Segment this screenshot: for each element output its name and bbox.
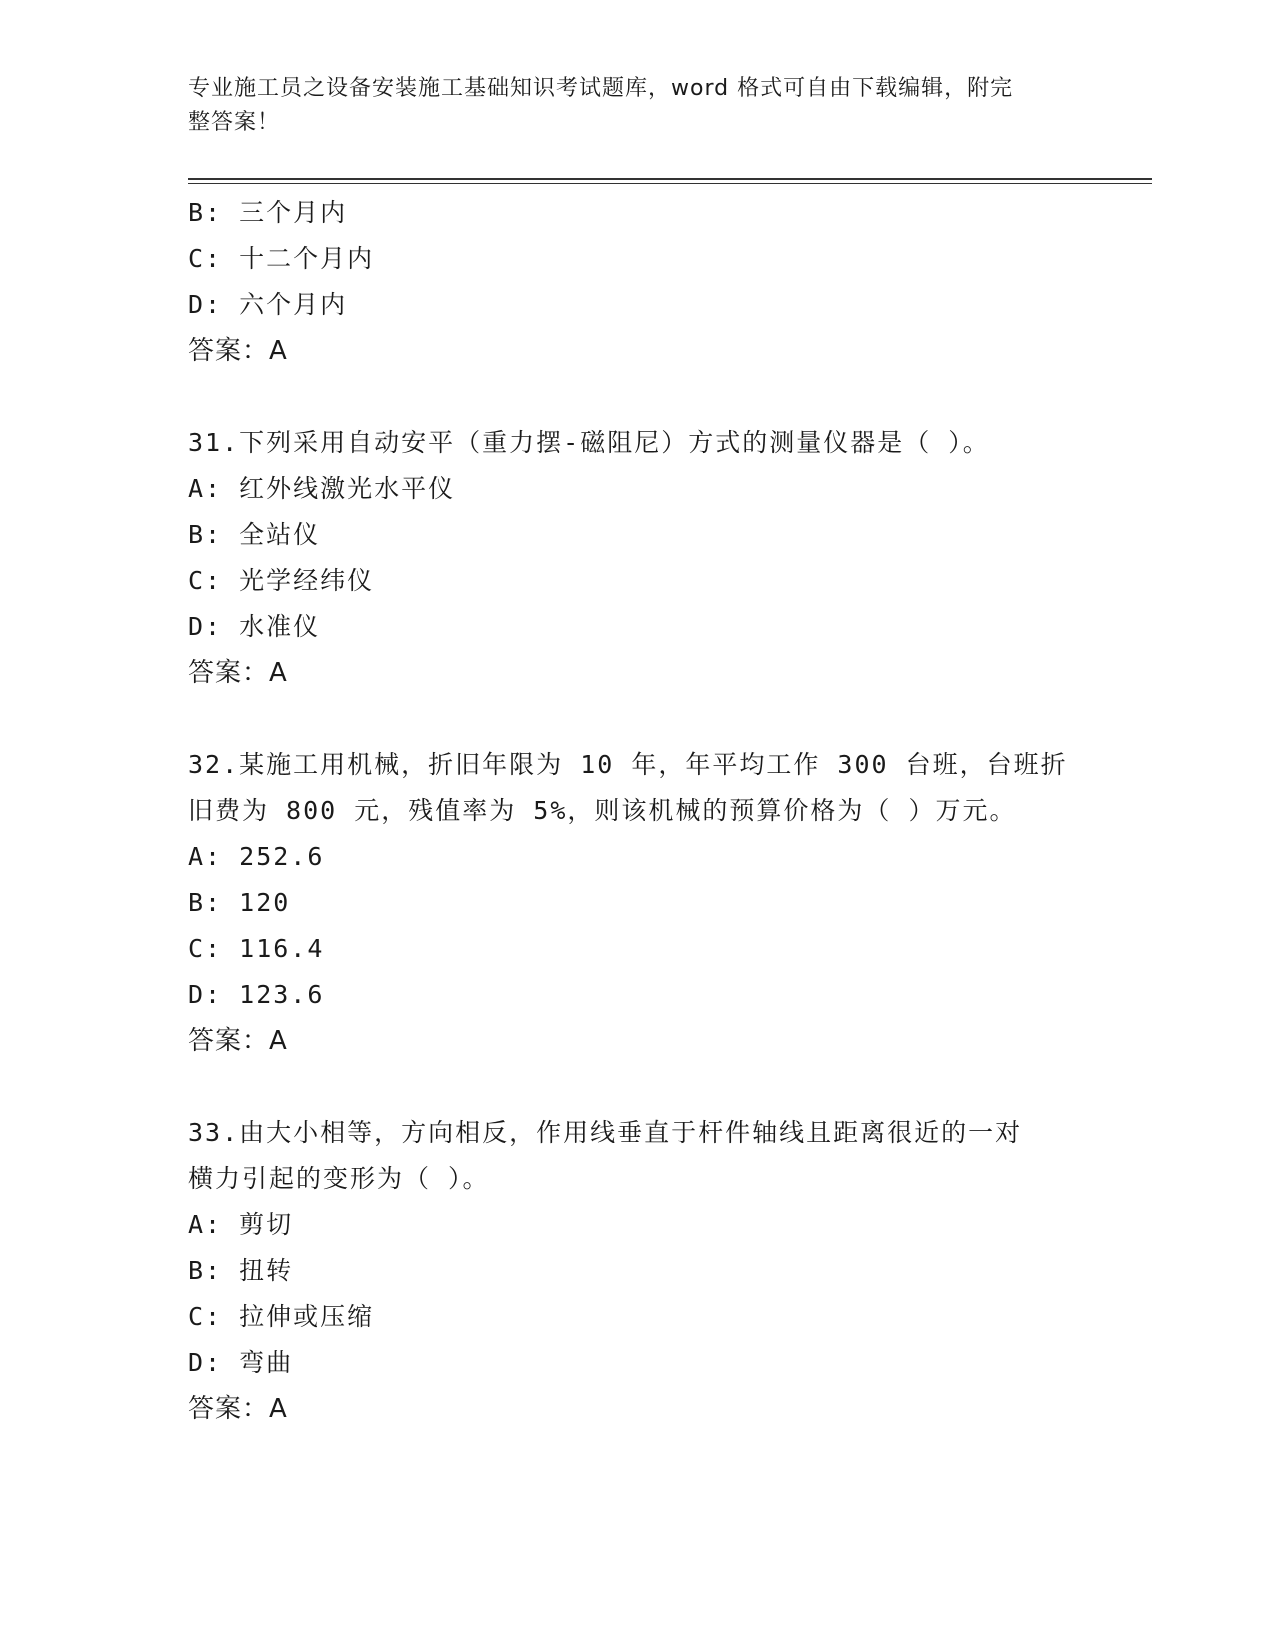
header-divider-thin: [188, 183, 1152, 184]
option-d: D: 123.6: [188, 980, 325, 1009]
header-divider-thick: [188, 178, 1152, 180]
option-a: A: 252.6: [188, 842, 325, 871]
option-b: B: 120: [188, 888, 291, 917]
question-stem-line-1: 32.某施工用机械，折旧年限为 10 年，年平均工作 300 台班，台班折: [188, 750, 1068, 779]
question-stem-line-2: 横力引起的变形为（ ）。: [188, 1164, 490, 1193]
question-33: [188, 1110, 1088, 1432]
option-a: A: 剪切: [188, 1210, 294, 1239]
answer-line: 答案：A: [188, 658, 288, 688]
option-c: C: 116.4: [188, 934, 325, 963]
question-stem-line-2: 旧费为 800 元，残值率为 5%，则该机械的预算价格为（ ）万元。: [188, 796, 1017, 825]
header-line-1: 专业施工员之设备安装施工基础知识考试题库，word 格式可自由下载编辑，附完: [188, 76, 1014, 101]
option-d: D: 水准仪: [188, 612, 321, 641]
option-c: C: 十二个月内: [188, 244, 375, 273]
question-stem: 31.下列采用自动安平（重力摆-磁阻尼）方式的测量仪器是（ ）。: [188, 428, 990, 457]
option-d: D: 六个月内: [188, 290, 348, 319]
option-b: B: 三个月内: [188, 198, 348, 227]
question-30-continued: [188, 190, 1088, 374]
option-d: D: 弯曲: [188, 1348, 294, 1377]
option-b: B: 全站仪: [188, 520, 321, 549]
header-line-2: 整答案！: [188, 110, 281, 135]
question-stem-line-1: 33.由大小相等，方向相反，作用线垂直于杆件轴线且距离很近的一对: [188, 1118, 1023, 1147]
option-b: B: 扭转: [188, 1256, 294, 1285]
answer-line: 答案：A: [188, 336, 288, 366]
answer-line: 答案：A: [188, 1026, 288, 1056]
option-c: C: 光学经纬仪: [188, 566, 375, 595]
answer-line: 答案：A: [188, 1394, 288, 1424]
option-a: A: 红外线激光水平仪: [188, 474, 456, 503]
question-list: [188, 190, 1088, 1432]
option-c: C: 拉伸或压缩: [188, 1302, 375, 1331]
document-header: [188, 72, 1068, 140]
question-32: [188, 742, 1088, 1064]
question-31: [188, 420, 1088, 696]
